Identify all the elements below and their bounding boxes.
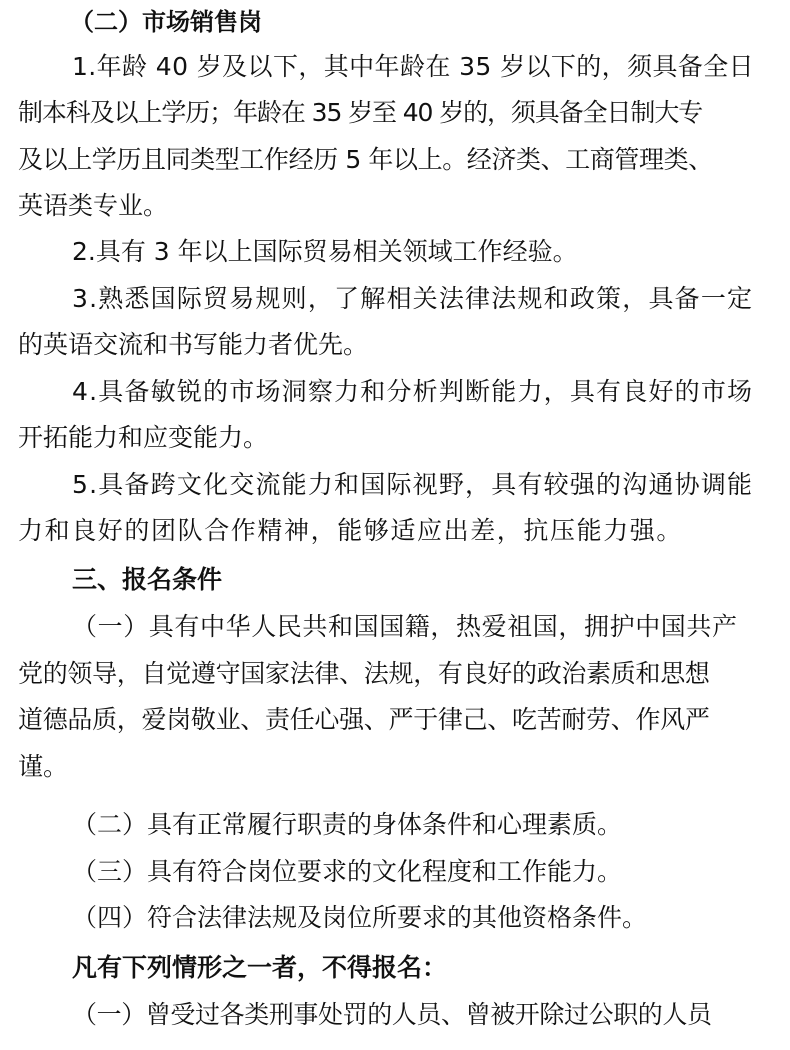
requirement-1-line-1: 1.年龄 40 岁及以下，其中年龄在 35 岁以下的，须具备全日 [72,52,755,81]
section-heading-registration: 三、报名条件 [72,565,223,594]
condition-1-line-4: 谨。 [18,752,69,781]
requirement-5-line-1: 5.具备跨文化交流能力和国际视野，具有较强的沟通协调能 [72,470,754,499]
condition-1-line-2: 党的领导，自觉遵守国家法律、法规，有良好的政治素质和思想 [18,659,710,688]
section-heading-marketing: （二）市场销售岗 [70,8,262,36]
requirement-1-line-4: 英语类专业。 [18,191,169,220]
condition-2-line-1: （二）具有正常履行职责的身体条件和心理素质。 [72,810,623,839]
requirement-3-line-1: 3.熟悉国际贸易规则，了解相关法律法规和政策，具备一定 [72,284,754,313]
requirement-1-line-3: 及以上学历且同类型工作经历 5 年以上。经济类、工商管理类、 [18,145,713,174]
condition-3-line-1: （三）具有符合岗位要求的文化程度和工作能力。 [72,857,623,886]
requirement-4-line-2: 开拓能力和应变能力。 [18,423,269,452]
exclusion-heading: 凡有下列情形之一者，不得报名： [72,953,448,982]
requirement-5-line-2: 力和良好的团队合作精神，能够适应出差，抗压能力强。 [18,516,684,545]
requirement-4-line-1: 4.具备敏锐的市场洞察力和分析判断能力，具有良好的市场 [72,377,754,406]
requirement-2-line-1: 2.具有 3 年以上国际贸易相关领域工作经验。 [72,237,578,266]
requirement-3-line-2: 的英语交流和书写能力者优先。 [18,330,369,359]
exclusion-1-line-1: （一）曾受过各类刑事处罚的人员、曾被开除过公职的人员 [72,1000,712,1029]
condition-1-line-3: 道德品质，爱岗敬业、责任心强、严于律己、吃苦耐劳、作风严 [18,705,710,734]
requirement-1-line-2: 制本科及以上学历；年龄在 35 岁至 40 岁的，须具备全日制大专 [18,98,703,127]
condition-1-line-1: （一）具有中华人民共和国国籍，热爱祖国，拥护中国共产 [72,612,738,641]
condition-4-line-1: （四）符合法律法规及岗位所要求的其他资格条件。 [72,903,648,932]
